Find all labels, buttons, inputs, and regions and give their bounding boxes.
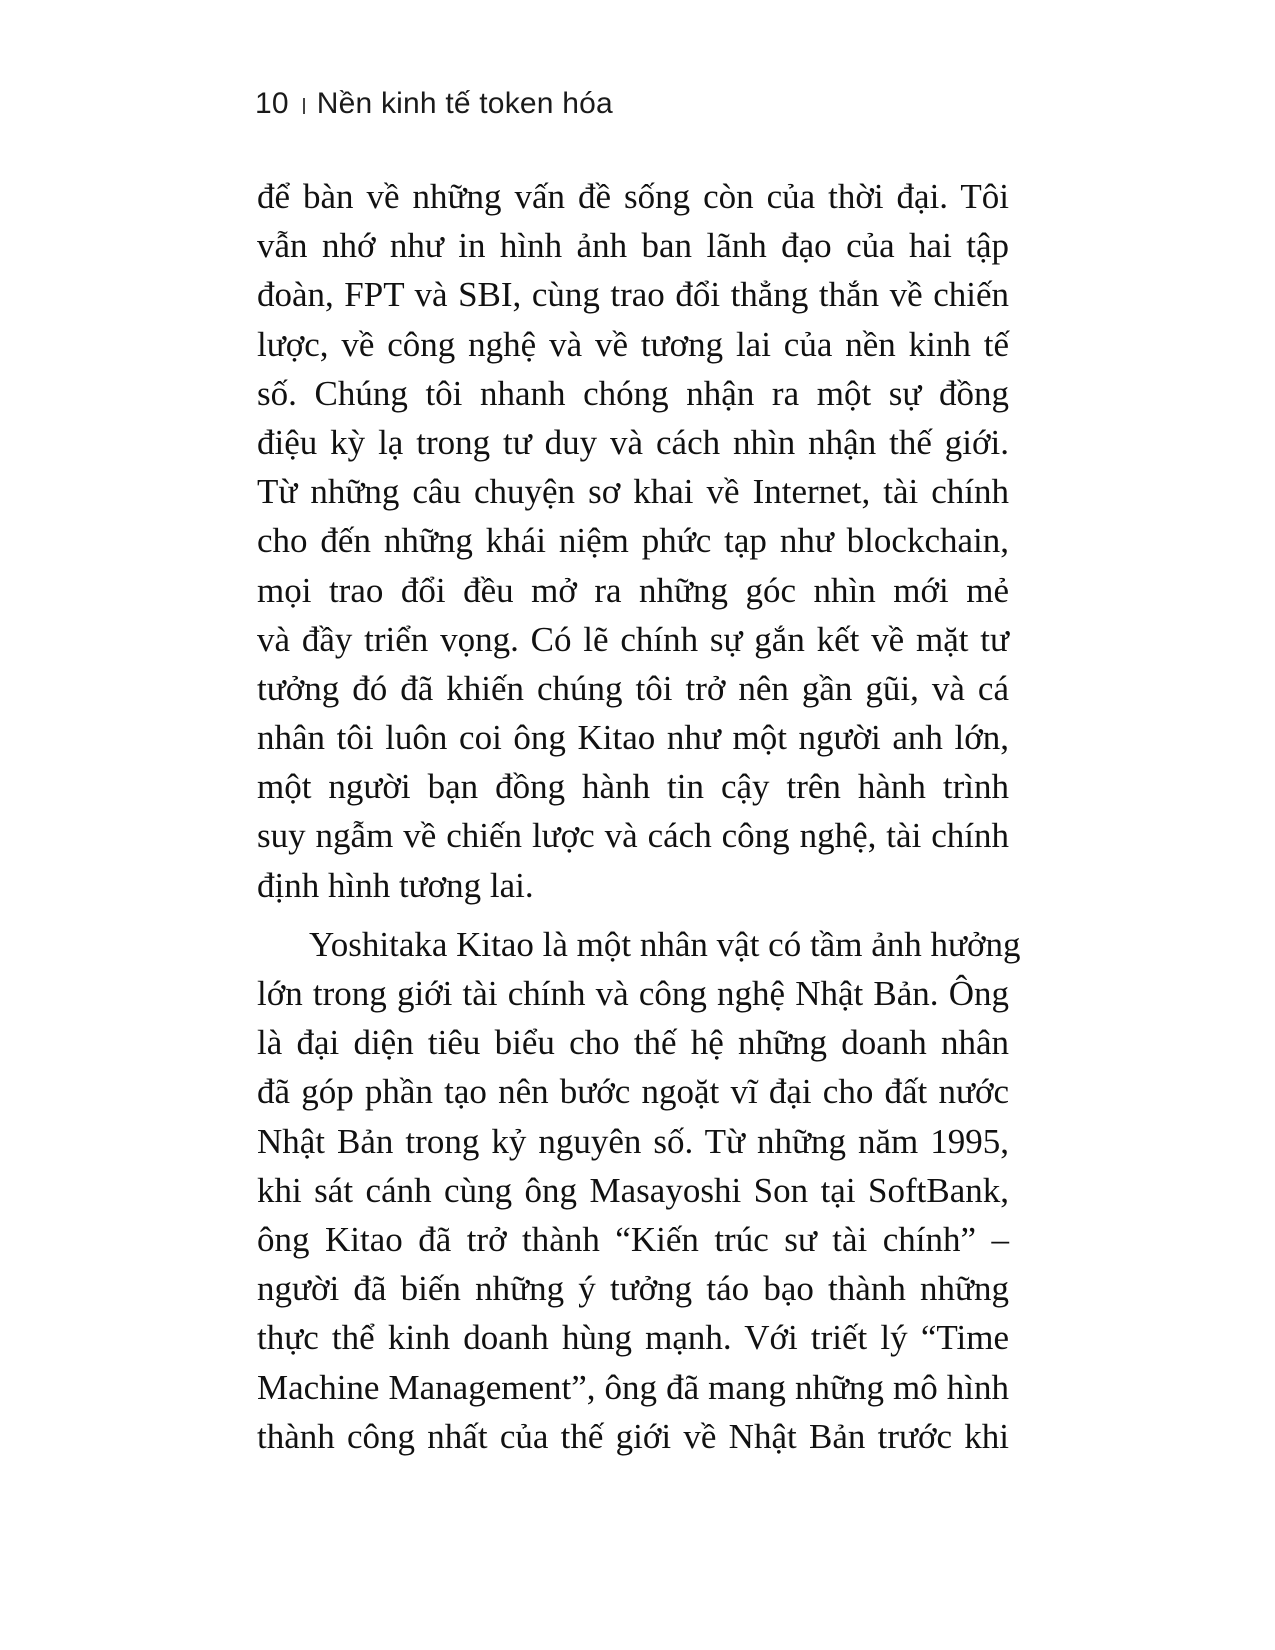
text-line: và đầy triển vọng. Có lẽ chính sự gắn kết về mặt tư: [257, 619, 1009, 659]
text-line: Yoshitaka Kitao là một nhân vật có tầm ảnh hưởng: [309, 924, 1021, 964]
text-line: một người bạn đồng hành tin cậy trên hành trình: [257, 767, 1009, 807]
text-line: số. Chúng tôi nhanh chóng nhận ra một sự đồng: [257, 373, 1009, 413]
page-number: 10: [255, 87, 289, 120]
text-line: là đại diện tiêu biểu cho thế hệ những doanh nhân: [257, 1023, 1009, 1063]
text-line: nhân tôi luôn coi ông Kitao như một người anh lớn,: [257, 718, 1009, 758]
text-line: mọi trao đổi đều mở ra những góc nhìn mới mẻ: [257, 570, 1009, 610]
body-text: [257, 172, 1021, 1461]
text-line: để bàn về những vấn đề sống còn của thời đại. Tôi: [257, 177, 1009, 216]
text-line: Từ những câu chuyện sơ khai về Internet, tài chính: [257, 472, 1009, 512]
text-line: cho đến những khái niệm phức tạp như blockchain,: [257, 521, 1009, 561]
text-line: Nhật Bản trong kỷ nguyên số. Từ những năm 1995,: [257, 1121, 1009, 1161]
text-line: tưởng đó đã khiến chúng tôi trở nên gần gũi, và cá: [257, 668, 1009, 708]
book-title: Nền kinh tế token hóa: [316, 87, 613, 120]
text-line: đoàn, FPT và SBI, cùng trao đổi thẳng thắn về chiến: [257, 275, 1009, 315]
running-header: [255, 84, 613, 124]
text-line: điệu kỳ lạ trong tư duy và cách nhìn nhận thế giới.: [257, 422, 1009, 462]
text-line: định hình tương lai.: [257, 865, 534, 905]
text-line: lược, về công nghệ và về tương lai của nền kinh tế: [257, 324, 1009, 364]
paragraph-2: [257, 920, 1021, 1461]
text-line: ông Kitao đã trở thành “Kiến trúc sư tài chính” –: [257, 1219, 1009, 1259]
text-line: người đã biến những ý tưởng táo bạo thành những: [257, 1269, 1009, 1309]
text-line: khi sát cánh cùng ông Masayoshi Son tại SoftBank,: [257, 1170, 1009, 1210]
text-line: thực thể kinh doanh hùng mạnh. Với triết lý “Time: [257, 1318, 1009, 1358]
paragraph-1: [257, 172, 1009, 910]
header-separator: [303, 98, 305, 114]
text-line: đã góp phần tạo nên bước ngoặt vĩ đại cho đất nước: [257, 1072, 1009, 1112]
text-line: suy ngẫm về chiến lược và cách công nghệ, tài chính: [257, 816, 1009, 856]
text-line: vẫn nhớ như in hình ảnh ban lãnh đạo của hai tập: [257, 226, 1009, 266]
text-line: lớn trong giới tài chính và công nghệ Nhật Bản. Ông: [257, 974, 1009, 1013]
text-line: thành công nhất của thế giới về Nhật Bản trước khi: [257, 1416, 1009, 1456]
text-line: Machine Management”, ông đã mang những mô hình: [257, 1367, 1009, 1407]
